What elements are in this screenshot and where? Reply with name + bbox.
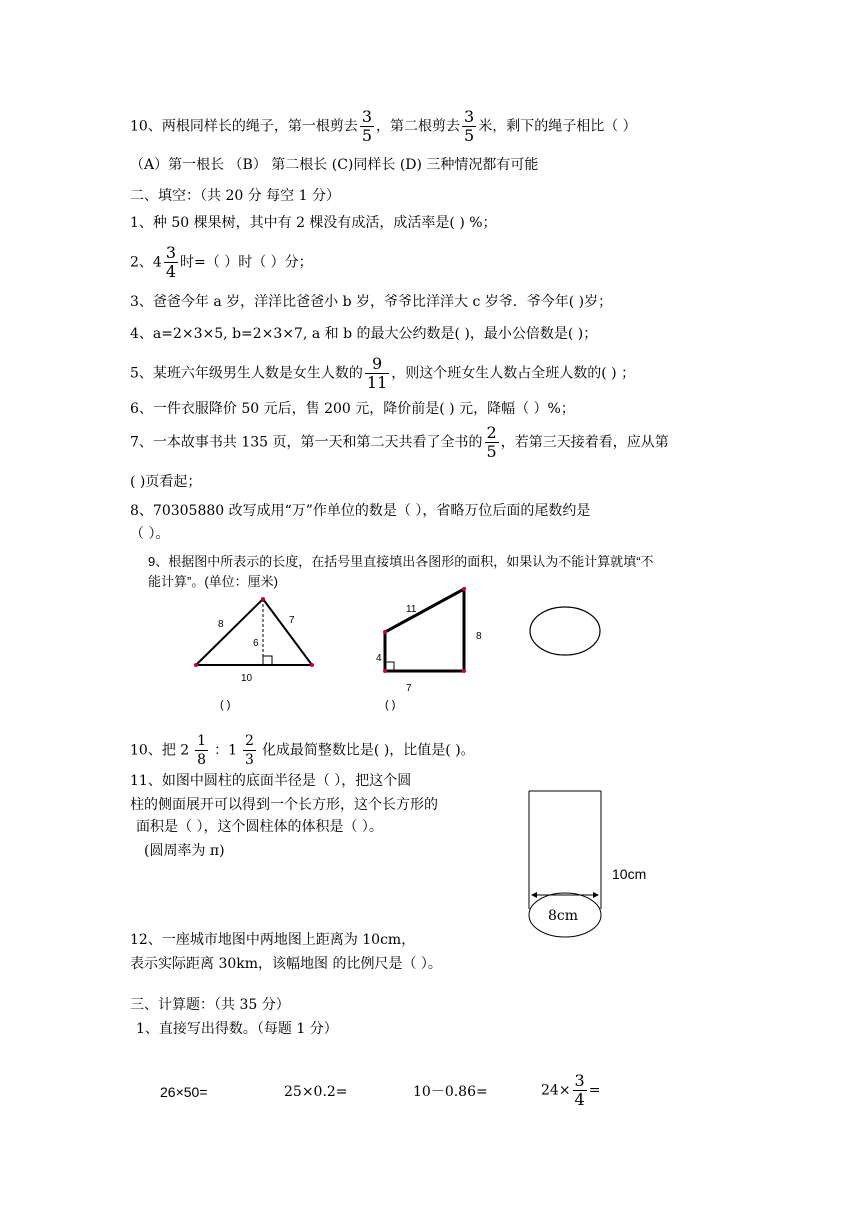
- cylinder-height-label: 10cm: [612, 866, 647, 882]
- triangle-answer-blank: ( ): [220, 699, 231, 711]
- fill-q11-line1: 11、如图中圆柱的底面半径是（ ），把这个圆: [130, 773, 412, 789]
- fraction: $\frac{2}{5}$: [486, 423, 497, 461]
- fraction: $\frac{3}{4}$: [574, 1071, 585, 1109]
- fill-q11-line2: 柱的侧面展开可以得到一个长方形，这个长方形的: [130, 797, 438, 813]
- fill-q11-line3: 面积是（ ），这个圆柱体的体积是（ ）。: [136, 819, 383, 835]
- calc-4: 24× $\frac{3}{4}$ =: [541, 1071, 601, 1109]
- calc-2: 25×0.2=: [284, 1084, 348, 1100]
- fill-q11-line4: (圆周率为 π): [144, 843, 225, 859]
- fill-q8: 8、70305880 改写成用“万”作单位的数是（ ），省略万位后面的尾数约是: [130, 503, 591, 519]
- ellipse-figure: [530, 607, 600, 655]
- trapezoid-right-label: 8: [476, 631, 482, 642]
- fraction: $\frac{9}{11}$: [366, 354, 388, 392]
- section2-title: 二、填空：（共 20 分 每空 1 分）: [130, 188, 340, 204]
- trapezoid-left-label: 4: [376, 653, 382, 664]
- area-figures: [0, 585, 860, 725]
- fill-q7-line2: ( )页看起；: [130, 474, 202, 490]
- fraction: $\frac{3}{4}$: [165, 243, 177, 281]
- triangle-base-label: 10: [241, 673, 253, 684]
- q10-choice-question: 10、两根同样长的绳子，第一根剪去 $\frac{3}{5}$ ，第二根剪去 $\frac{3}{5}$ 米，剩下的绳子相比（ ）: [130, 107, 637, 145]
- triangle-left-side-label: 8: [218, 619, 224, 630]
- trapezoid-answer-blank: ( ): [385, 699, 396, 711]
- q10-options: （A）第一根长 （B） 第二根长 (C)同样长 (D) 三种情况都有可能: [130, 157, 539, 173]
- triangle-right-side-label: 7: [289, 615, 295, 626]
- fill-q12-line1: 12、一座城市地图中两地图上距离为 10cm，: [130, 932, 416, 948]
- fill-q9-line2: 能计算”。(单位：厘米): [148, 574, 278, 589]
- section3-title: 三、计算题：（共 35 分）: [130, 997, 290, 1013]
- fill-q4: 4、a=2×3×5, b=2×3×7, a 和 b 的最大公约数是( )，最小公倍数是( )；: [130, 326, 598, 342]
- fill-q12-line2: 表示实际距离 30km，该幅地图 的比例尺是（ ）。: [130, 956, 442, 972]
- fill-q8-line2: （ ）。: [130, 526, 170, 542]
- fill-q5: 5、某班六年级男生人数是女生人数的 $\frac{9}{11}$ ，则这个班女生人数占全班人数的( ) ；: [130, 354, 636, 392]
- fill-q6: 6、一件衣服降价 50 元后，售 200 元，降价前是( ) 元，降幅（ ）%；: [130, 401, 575, 417]
- trapezoid-figure: [383, 587, 466, 673]
- triangle-height-label: 6: [253, 638, 259, 649]
- trapezoid-bottom-label: 7: [406, 683, 412, 694]
- calc-1: 26×50=: [160, 1084, 208, 1100]
- fraction: $\frac{1}{8}$: [197, 733, 207, 768]
- triangle-figure: [194, 597, 314, 667]
- fraction: $\frac{3}{5}$: [361, 107, 373, 145]
- trapezoid-top-label: 11: [406, 604, 417, 615]
- section3-sub1: 1、直接写出得数。（每题 1 分）: [136, 1021, 338, 1037]
- cylinder-diameter-label: 8cm: [548, 908, 579, 924]
- fill-q2: 2、4 $\frac{3}{4}$ 时=（ ）时（ ）分；: [130, 243, 313, 281]
- fraction: $\frac{2}{3}$: [245, 733, 254, 768]
- calc-3: 10－0.86=: [413, 1084, 488, 1100]
- fill-q3: 3、爸爸今年 a 岁，洋洋比爸爸小 b 岁，爷爷比洋洋大 c 岁爷．爷今年( )岁；: [130, 294, 613, 310]
- fill-q1: 1、种 50 棵果树，其中有 2 棵没有成活，成活率是( ) %；: [130, 215, 497, 231]
- fill-q10: 10、把 2 $\frac{1}{8}$ ：1 $\frac{2}{3}$ 化成最简整数比是( )，比值是( )。: [130, 733, 475, 768]
- fraction: $\frac{3}{5}$: [464, 107, 475, 145]
- fill-q7: 7、一本故事书共 135 页，第一天和第二天共看了全书的 $\frac{2}{5}$ ，若第三天接着看，应从第: [130, 423, 669, 461]
- fill-q9-line1: 9、根据图中所表示的长度，在括号里直接填出各图形的面积，如果认为不能计算就填“不: [148, 554, 654, 569]
